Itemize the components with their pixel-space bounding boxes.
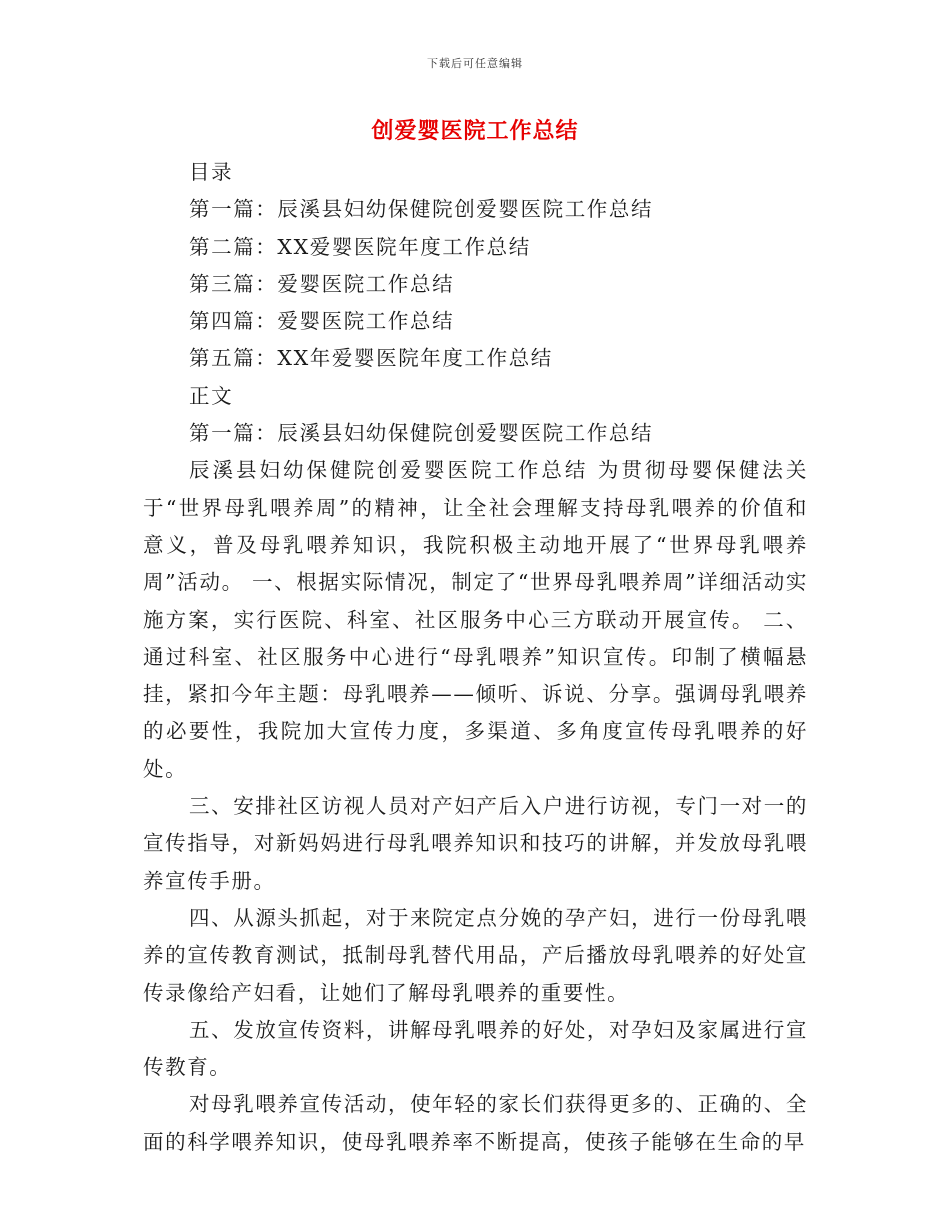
body-heading: 正文 [189, 383, 234, 408]
toc-item: 第一篇：辰溪县妇幼保健院创爱婴医院工作总结 [189, 197, 654, 222]
toc-item: 第五篇：XX年爱婴医院年度工作总结 [189, 346, 553, 371]
header-note: 下载后可任意编辑 [427, 57, 523, 70]
body-paragraph: 对母乳喂养宣传活动，使年轻的家长们获得更多的、正确的、全面的科学喂养知识，使母乳喂养率不断提高，使孩子能够在生命的早 [143, 1092, 808, 1154]
toc-item: 第二篇：XX爱婴医院年度工作总结 [189, 234, 531, 259]
body-paragraph: 五、发放宣传资料，讲解母乳喂养的好处，对孕妇及家属进行宣传教育。 [143, 1017, 808, 1080]
chapter-title: 第一篇：辰溪县妇幼保健院创爱婴医院工作总结 [189, 421, 654, 446]
toc-item: 第四篇：爱婴医院工作总结 [189, 309, 455, 334]
body-paragraph: 三、安排社区访视人员对产妇产后入户进行访视，专门一对一的宣传指导，对新妈妈进行母乳喂养知识和技巧的讲解，并发放母乳喂养宣传手册。 [143, 794, 808, 893]
toc-heading: 目录 [189, 160, 234, 184]
body-paragraph: 辰溪县妇幼保健院创爱婴医院工作总结 为贯彻母婴保健法关于“世界母乳喂养周”的精神，让全社会理解支持母乳喂养的价值和意义，普及母乳喂养知识，我院积极主动地开展了“世界母乳喂养周”活动。 一、根据实际情况，制定了“世界母乳喂养周”详细活动实施方案，实行医院、科室、社区服务中心三方联动开展宣传。 二、通过科室、社区服务中心进行“母乳喂养”知识宣传。印制了横幅悬挂，紧扣今年主题：母乳喂养——倾听、诉说、分享。强调母乳喂养的必要性，我院加大宣传力度，多渠道、多角度宣传母乳喂养的好处。 [143, 458, 808, 781]
document-title: 创爱婴医院工作总结 [371, 118, 579, 144]
body-paragraph: 四、从源头抓起，对于来院定点分娩的孕产妇，进行一份母乳喂养的宣传教育测试，抵制母乳替代用品，产后播放母乳喂养的好处宣传录像给产妇看，让她们了解母乳喂养的重要性。 [143, 905, 808, 1005]
toc-item: 第三篇：爱婴医院工作总结 [189, 271, 455, 296]
document-body [143, 154, 808, 1161]
